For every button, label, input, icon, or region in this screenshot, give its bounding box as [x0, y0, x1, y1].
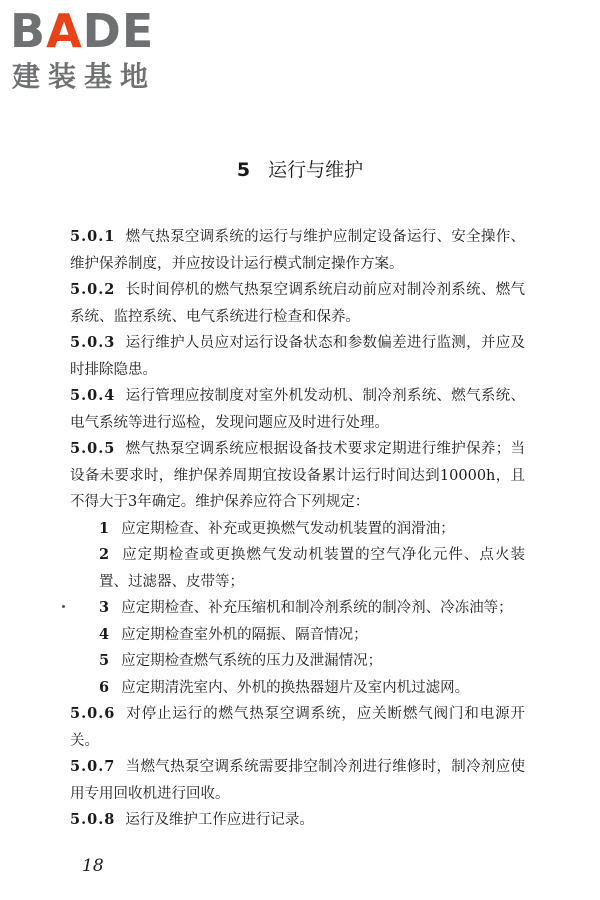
- list-item-6: 6 应定期清洗室内、外机的换热器翅片及室内机过滤网。: [99, 678, 470, 696]
- list-item-4: 4 应定期检查室外机的隔振、隔音情况；: [99, 625, 368, 643]
- chapter-title: [0, 157, 600, 183]
- chapter-number: 5: [236, 159, 251, 181]
- chapter-heading: 运行与维护: [268, 159, 364, 181]
- list-item-5: 5 应定期检查燃气系统的压力及泄漏情况；: [99, 652, 383, 669]
- list-item-1: 1 应定期检查、补充或更换燃气发动机装置的润滑油；: [99, 519, 455, 537]
- clause-5-0-7: 5.0.7 当燃气热泵空调系统需要排空制冷剂进行维修时，制冷剂应使用专用回收机进行回收。: [70, 758, 525, 802]
- clause-5-0-4: 5.0.4 运行管理应按制度对室外机发动机、制冷剂系统、燃气系统、电气系统等进行巡检，发现问题应及时进行处理。: [70, 387, 525, 431]
- logo-wordmark: BADE: [10, 4, 155, 58]
- list-item-3: 3 应定期检查、补充压缩机和制冷剂系统的制冷剂、冷冻油等；: [99, 599, 513, 616]
- clause-5-0-2: 5.0.2 长时间停机的燃气热泵空调系统启动前应对制冷剂系统、燃气系统、监控系统、电气系统进行检查和保养。: [70, 281, 525, 325]
- logo-subtitle: 建装基地: [12, 60, 157, 93]
- clause-5-0-5: 5.0.5 燃气热泵空调系统应根据设备技术要求定期进行维护保养；当设备未要求时，维护保养周期宜按设备累计运行时间达到10000h，且不得大于3年确定。维护保养应符合下列规定：: [70, 440, 525, 510]
- document-body: [70, 224, 525, 834]
- list-item-2: 2 应定期检查或更换燃气发动机装置的空气净化元件、点火装置、过滤器、皮带等；: [99, 546, 525, 590]
- page-number: 18: [82, 856, 104, 876]
- logo: [10, 6, 185, 98]
- scan-mark: [62, 605, 65, 608]
- clause-5-0-1: 5.0.1 燃气热泵空调系统的运行与维护应制定设备运行、安全操作、维护保养制度，并应按设计运行模式制定操作方案。: [70, 228, 525, 272]
- clause-5-0-3: 5.0.3 运行维护人员应对运行设备状态和参数偏差进行监测，并应及时排除隐患。: [70, 334, 525, 378]
- clause-5-0-6: 5.0.6 对停止运行的燃气热泵空调系统，应关断燃气阀门和电源开关。: [70, 705, 525, 749]
- clause-5-0-8: 5.0.8 运行及维护工作应进行记录。: [70, 811, 314, 828]
